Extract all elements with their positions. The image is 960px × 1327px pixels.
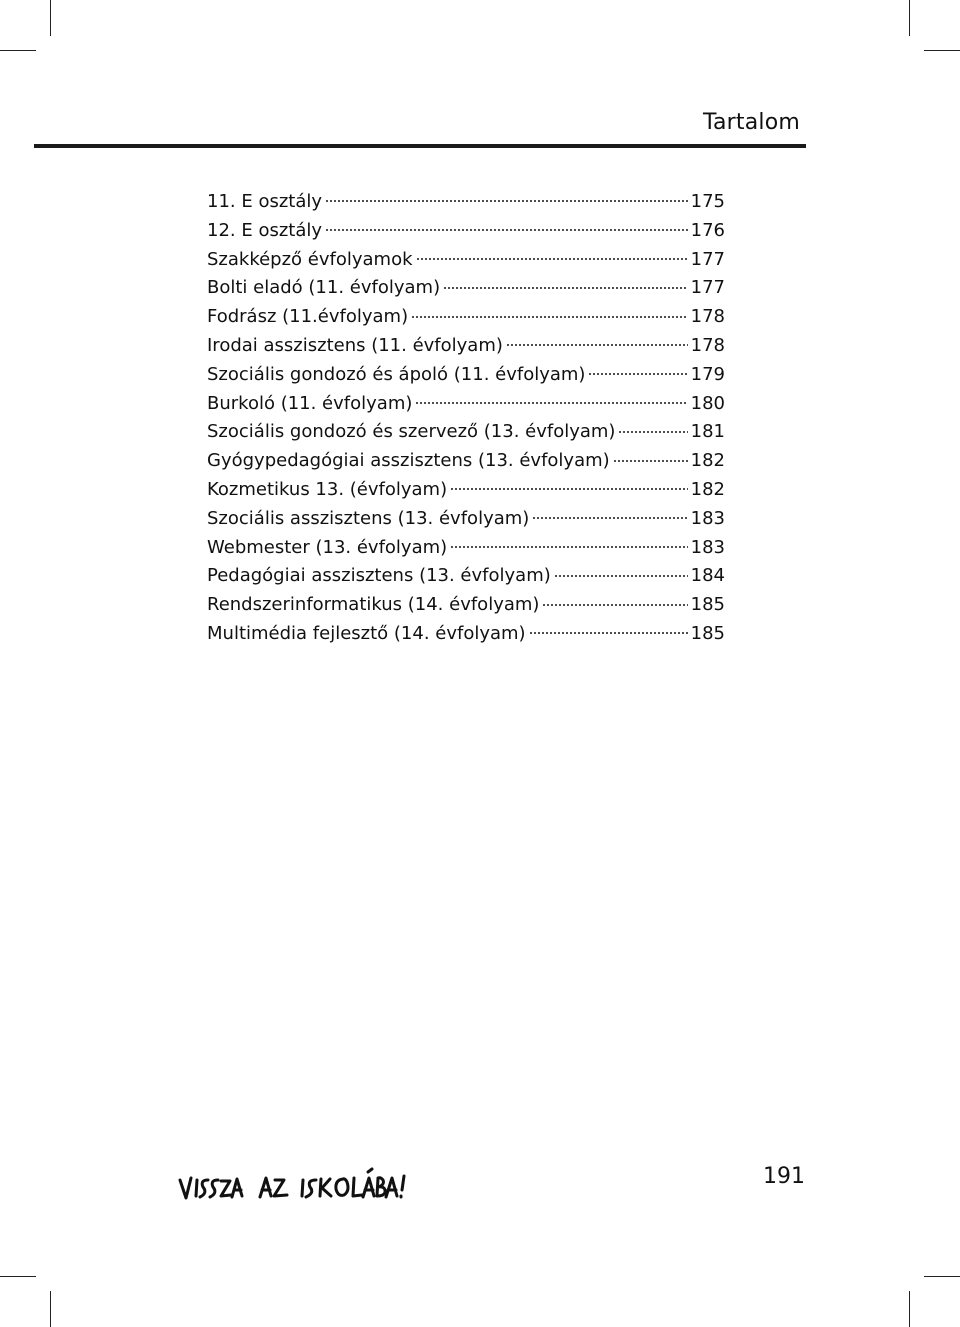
toc-entry-label: Burkoló (11. évfolyam) [207,392,413,414]
toc-dot-leader [506,344,688,346]
toc-entry [207,476,725,505]
toc-entry [207,217,725,246]
toc-entry-page: 179 [690,363,725,385]
toc-dot-leader [588,373,687,375]
toc-entry [207,418,725,447]
toc-entry-page: 178 [690,306,725,328]
toc-entry [207,447,725,476]
toc-dot-leader [450,546,687,548]
toc-dot-leader [532,517,687,519]
toc-entry-page: 182 [690,450,725,472]
toc-entry-label: Szakképző évfolyamok [207,248,413,270]
toc-dot-leader [325,200,688,202]
series-logo [178,1166,414,1208]
toc-entry-label: Gyógypedagógiai asszisztens (13. évfolyam) [207,450,610,472]
toc-entry-page: 183 [690,536,725,558]
toc-entry [207,534,725,563]
toc-entry-label: Multimédia fejlesztő (14. évfolyam) [207,622,526,644]
crop-mark-bottom-left [50,1291,51,1327]
toc-dot-leader [325,229,688,231]
toc-entry [207,591,725,620]
toc-entry [207,505,725,534]
toc-dot-leader [618,431,687,433]
toc-entry-label: Fodrász (11.évfolyam) [207,306,409,328]
toc-entry-page: 177 [690,277,725,299]
crop-mark-bottom-left [0,1276,36,1277]
toc-entry-page: 175 [690,191,725,212]
toc-entry [207,332,725,361]
toc-entry-page: 178 [690,334,725,356]
toc-dot-leader [450,488,688,490]
toc-entry [207,562,725,591]
toc-entry [207,390,725,419]
toc-dot-leader [554,575,688,577]
toc-entry-label: Szociális asszisztens (13. évfolyam) [207,507,530,529]
toc-entry [207,303,725,332]
toc-entry-label: Rendszerinformatikus (14. évfolyam) [207,594,540,616]
toc-dot-leader [613,460,688,462]
toc-dot-leader [443,287,688,289]
page-number: 191 [763,1164,805,1189]
toc-entry-page: 176 [690,219,725,241]
toc-entry-page: 180 [690,392,725,414]
toc-entry [207,274,725,303]
crop-mark-top-left [50,0,51,36]
toc-entry-label: Pedagógiai asszisztens (13. évfolyam) [207,565,551,587]
toc-entry-page: 181 [690,421,725,443]
header-rule [34,144,806,148]
toc-entry-page: 185 [690,594,725,616]
toc-entry [207,246,725,275]
toc-entry-page: 185 [690,622,725,644]
toc-entry-label: Kozmetikus 13. (évfolyam) [207,478,448,500]
toc-dot-leader [411,316,688,318]
toc-entry-label: Bolti eladó (11. évfolyam) [207,277,441,299]
toc-entry-page: 177 [690,248,725,270]
toc-entry-page: 184 [690,565,725,587]
toc-entry-label: Szociális gondozó és ápoló (11. évfolyam) [207,363,586,385]
toc-entry-page: 182 [690,478,725,500]
toc-dot-leader [416,258,688,260]
toc-dot-leader [415,402,687,404]
toc-entry [207,361,725,390]
toc-list [207,188,725,649]
toc-entry-label: 11. E osztály [207,191,323,212]
crop-mark-top-left [0,50,36,51]
crop-mark-bottom-right [909,1291,910,1327]
crop-mark-top-right [909,0,910,36]
page-title: Tartalom [702,110,800,135]
toc-entry-label: 12. E osztály [207,219,323,241]
crop-mark-bottom-right [924,1276,960,1277]
toc-dot-leader [529,632,688,634]
toc-entry-label: Szociális gondozó és szervező (13. évfolyam) [207,421,616,443]
toc-entry [207,620,725,649]
toc-dot-leader [542,604,687,606]
toc-entry-page: 183 [690,507,725,529]
toc-entry [207,188,725,217]
toc-entry-label: Irodai asszisztens (11. évfolyam) [207,334,503,356]
series-logo-artwork [178,1166,414,1204]
toc-entry-label: Webmester (13. évfolyam) [207,536,448,558]
crop-mark-top-right [924,50,960,51]
